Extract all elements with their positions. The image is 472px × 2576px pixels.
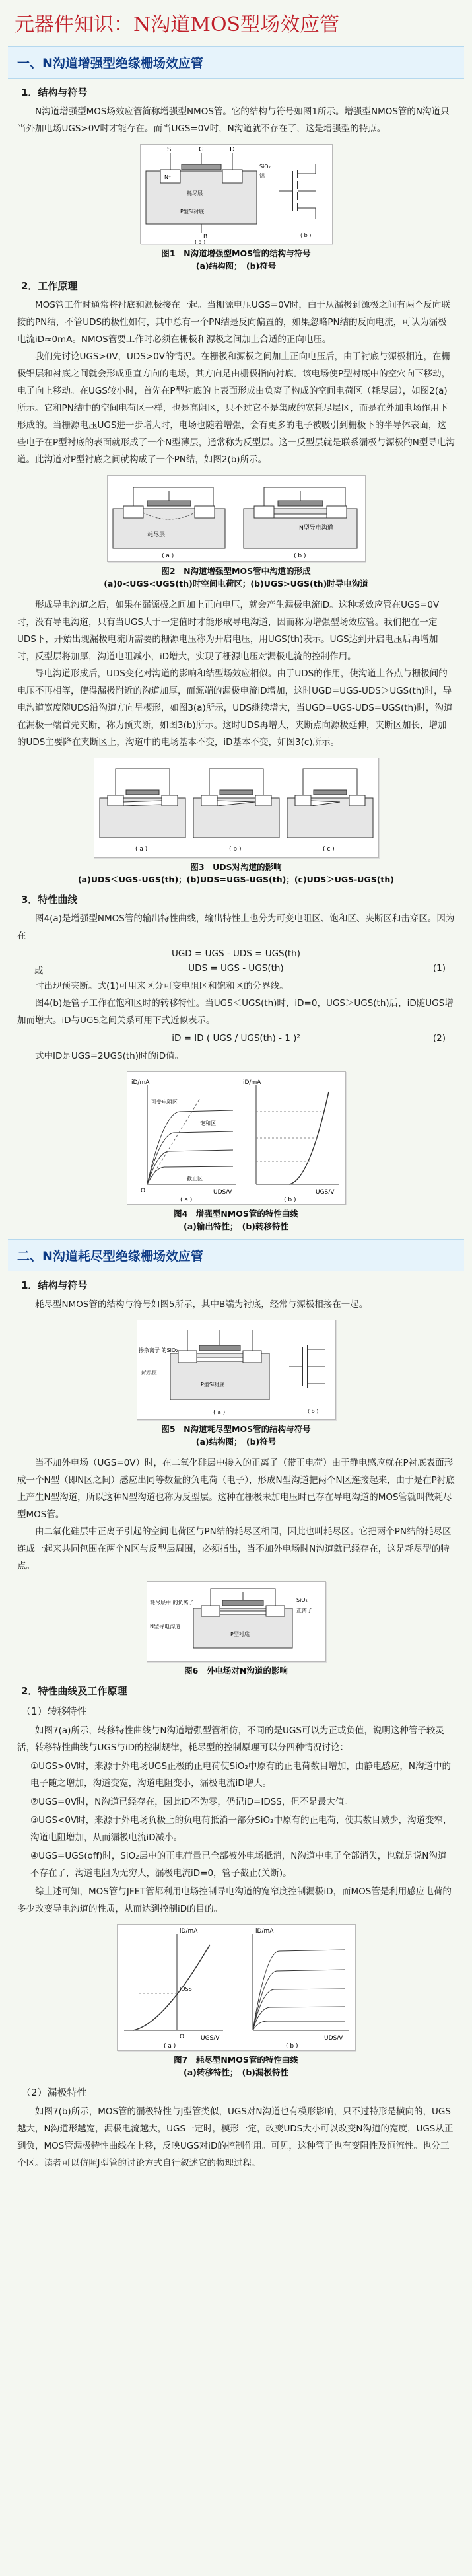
label-b: ( b ) <box>307 1408 318 1414</box>
figure-7 <box>117 1924 356 2051</box>
figure-6-caption: 图6 外电场对N沟道的影响 <box>184 1666 288 1676</box>
label-xa: UGS/V <box>200 2035 219 2042</box>
figure-5 <box>137 1320 336 1420</box>
figure-4-caption: 图4 增强型NMOS管的特性曲线 (a)输出特性； (b)转移特性 <box>174 1209 298 1231</box>
label-xb: UDS/V <box>323 2035 343 2042</box>
equation-2: iD = ID ( UGS / UGS(th) - 1 )² (2) <box>172 1033 446 1044</box>
label-channel: N型导电沟道 <box>149 1624 180 1629</box>
label-depletion: 耗尽层 <box>186 190 203 196</box>
paragraph: 图4(b)是管子工作在饱和区时的转移特性。当UGS＜UGS(th)时，iD=0，UGS＞UGS(th)后，iD随UGS增加而增大。iD与UGS之间关系可用下式近似表示。 <box>17 998 454 1026</box>
paragraph: 综上述可知，MOS管与JFET管都利用电场控制导电沟道的宽窄度控制漏极iD，而MOS管是利用感应电荷的多少改变导电沟道的性质，从而达到控制iD的目的。 <box>17 1886 452 1914</box>
figure-3-caption: 图3 UDS对沟道的影响 (a)UDS＜UGS-UGS(th)；(b)UDS=UGS-UGS(th)；(c)UDS＞UGS-UGS(th) <box>77 862 395 884</box>
bullet-4: ④UGS=UGS(off)时，SiO₂层中的正电荷量已全部被外电场抵消，N沟道中电子全部消失，也就是说N沟道不存在了，沟道电阻为无穷大，漏极电流iD=0，管子截止(关断)。 <box>30 1851 447 1878</box>
subheading-principle: 2．工作原理 <box>21 280 78 292</box>
figure-1 <box>140 144 333 244</box>
label-negative-ions: 耗尽层中 的负离子 <box>149 1600 194 1606</box>
paragraph: 时出现预夹断。式(1)可用来区分可变电阻区和饱和区的分界线。 <box>35 981 288 991</box>
label-np: N⁺ <box>164 174 171 180</box>
label-depletion: 耗尽层 <box>141 1370 157 1376</box>
equation-1: UGD = UGS - UDS = UGS(th) <box>171 948 301 959</box>
label-a: ( a ) <box>194 239 205 244</box>
label-zone1: 可变电阻区 <box>151 1099 178 1105</box>
paragraph: 形成导电沟道之后，如果在漏源极之间加上正向电压，就会产生漏极电流iD。这种场效应管在UGS=0V时，没有导电沟道，只有当UGS大于一定值时才能形成导电沟道，因而称为增强型场效应管。我们把在一定UDS下，开始出现漏极电流所需要的栅源电压称为开启电压，用UGS(th)表示。UGS达到开启电压后再增加时，反型层将加厚，沟道电阻减小，iD增大，实现了栅源电压对漏极电流的控制作用。 <box>17 600 440 662</box>
label-zone2: 饱和区 <box>199 1120 216 1126</box>
page-title: 元器件知识：N沟道MOS型场效应管 <box>15 13 340 36</box>
bullet-1: ①UGS>0V时，来源于外电场UGS正极的正电荷使SiO₂中原有的正电荷数目增加，由静电感应，N沟道中的电子随之增加，沟道变宽，沟道电阻变小，漏极电流iD增大。 <box>30 1761 452 1789</box>
label-b: ( b ) <box>293 553 306 559</box>
subheading-curves: 3．特性曲线 <box>21 894 78 906</box>
paragraph: 图4(a)是增强型NMOS管的输出特性曲线，输出特性上也分为可变电阻区、饱和区、夹断区和击穿区。因为在 <box>17 913 455 941</box>
label-origin: O <box>179 2034 184 2040</box>
paragraph: 式中ID是UGS=2UGS(th)时的iD值。 <box>35 1051 184 1061</box>
label-g: G <box>198 146 204 153</box>
label-ya: iD/mA <box>179 1928 197 1935</box>
label-xb: UGS/V <box>315 1189 334 1196</box>
label-a: ( a ) <box>135 846 147 853</box>
figure-3 <box>94 758 379 858</box>
section-heading-enhancement: 一、N沟道增强型绝缘栅场效应管 <box>8 46 464 79</box>
paragraph: 如图7(b)所示，MOS管的漏极特性与J型管类似，UGS对N沟道也有模形影响，只不过特形是横向的，UGS越大，N沟道形越宽，漏极电流越大，UGS一定时，模形一定，改变UDS大小可以改变N沟道的宽度，UGS从正到负，MOS管漏极特性曲线在上移，反映UGS对iD的控制作用。可见，这种管子也有变阻性及恒流性。也分三个区。读者可以仿照J型管的讨论方式自行叙述它的物理过程。 <box>17 2106 454 2168</box>
label-al: 铝 <box>259 173 265 179</box>
label-sio2: SiO₂ <box>259 164 271 170</box>
label-a: ( a ) <box>163 2043 176 2050</box>
label-b: B <box>203 234 207 240</box>
label-origin: O <box>140 1188 145 1194</box>
label-substrate: P型Si衬底 <box>180 209 204 215</box>
label-a: ( a ) <box>180 1197 192 1203</box>
paragraph: MOS管工作时通常将衬底和源极接在一起。当栅源电压UGS=0V时，由于从漏极到源极之间有两个反向联接的PN结，不管UDS的极性如何，其中总有一个PN结是反向偏置的，如果忽略PN结的反向电流，可认为漏极电流iD≈0mA。NMOS管要工作时必须在栅极和源极之间加上合适的正向电压。 <box>17 300 450 345</box>
section-heading-depletion: 二、N沟道耗尽型绝缘栅场效应管 <box>8 1239 464 1271</box>
label-xa: UDS/V <box>213 1189 232 1196</box>
subheading-structure: 1．结构与符号 <box>21 87 88 98</box>
figure-2 <box>107 475 366 562</box>
label-substrate: P型Si衬底 <box>200 1382 224 1388</box>
equation-1b: 或 UDS = UGS - UGS(th) (1) <box>34 963 446 976</box>
label-substrate: P型衬底 <box>230 1631 250 1637</box>
figure-7-caption: 图7 耗尽型NMOS管的特性曲线 (a)转移特性； (b)漏极特性 <box>174 2055 298 2077</box>
subheading-structure-2: 1．结构与符号 <box>21 1279 88 1291</box>
label-d: D <box>229 146 235 153</box>
label-ya: iD/mA <box>131 1079 149 1086</box>
figure-2-caption: 图2 N沟道增强型MOS管中沟道的形成 (a)0<UGS<UGS(th)时空间电荷区；(b)UGS>UGS(th)时导电沟道 <box>104 566 368 589</box>
label-a: ( a ) <box>213 1410 225 1416</box>
subheading-transfer: （1）转移特性 <box>21 1705 87 1717</box>
label-doped: 掺杂离子 的SiO₂ <box>138 1347 178 1353</box>
bullet-3: ③UGS<0V时，来源于外电场负极上的负电荷抵消一部分SiO₂中原有的正电荷，使其数目减少，沟道变窄，沟道电阻增加，从而漏极电流iD减小。 <box>30 1815 452 1843</box>
figure-1-caption: 图1 N沟道增强型MOS管的结构与符号 (a)结构图； (b)符号 <box>161 248 311 271</box>
label-yb: iD/mA <box>255 1928 273 1935</box>
subheading-curves-2: 2．特性曲线及工作原理 <box>21 1685 127 1697</box>
label-b: ( b ) <box>228 846 241 853</box>
label-yb: iD/mA <box>242 1079 261 1086</box>
label-s: S <box>166 146 171 153</box>
paragraph: 如图7(a)所示，转移特性曲线与N沟道增强型管相仿，不同的是UGS可以为正或负值，说明这种管子较灵活，转移特性曲线与UGS与iD的控制规律，耗尽型的控制原理可以分四种情况讨论： <box>17 1725 444 1753</box>
label-channel: N型导电沟道 <box>298 525 333 532</box>
label-sio2: SiO₂ <box>296 1597 308 1603</box>
label-c: ( c ) <box>322 846 335 853</box>
label-a: ( a ) <box>161 553 174 559</box>
paragraph: 我们先讨论UGS>0V，UDS>0V的情况。在栅极和源极之间加上正向电压后，由于衬底与源极相连，在栅极铝层和衬底之间就会形成垂直方向的电场，其方向是由栅极指向衬底。该电场使P型衬底中的空穴向下移动，电子向上移动。在UGS较小时，首先在P型衬底的上表面形成由负离子构成的空间电荷区（耗尽层），如图2(a)所示。它和PN结中的空间电荷区一样，也是高阻区，只不过它不是集成的宽耗尽层区，而是在外加电场作用下形成的。当栅源电压UGS进一步增大时，电场也随着增强，会有更多的电子被吸引到栅极下的半导体表面，这些电子在P型衬底的表面就形成了一个N型薄层，通常称为反型层。这一反型层就是联系漏极与源极的N型导电沟道。此沟道对P型衬底之间就构成了一个PN结，如图2(b)所示。 <box>17 351 455 465</box>
paragraph: 由二氧化硅层中正离子引起的空间电荷区与PN结的耗尽区相同，因此也叫耗尽区。它把两个PN结的耗尽区连成一起来共同包围在两个N区与反型层周围，必须指出，当不加外电场时N沟道就已经存在，这是耗尽型的特点。 <box>17 1526 452 1571</box>
label-depletion: 耗尽层 <box>147 532 165 538</box>
paragraph: N沟道增强型MOS场效应管简称增强型NMOS管。它的结构与符号如图1所示。增强型NMOS管的N沟道只当外加电场UGS>0V时才能存在。而当UGS=0V时，N沟道就不存在了，这是增强型的特点。 <box>17 106 450 134</box>
figure-4 <box>127 1071 346 1205</box>
label-b-sym: ( b ) <box>300 233 311 238</box>
paragraph: 导电沟道形成后，UDS变化对沟道的影响和结型场效应相似。由于UDS的作用，使沟道上各点与栅极间的电压不再相等，使得漏极附近的沟道加厚，而源端的漏极电流iD增加，这时UGD=UGS-UDS＞UGS(th)时，导电沟道宽度随UDS沿沟道方向呈楔形，如图3(a)所示，UDS继续增大，当UGD=UGS-UDS=UGS(th)时，沟道在漏极一端首先夹断，称为预夹断，如图3(b)所示。这时UDS再增大，夹断点向源极延伸，夹断区加长，增加的UDS主要降在夹断区上，沟道中的电场基本不变，iD基本不变，如图3(c)所示。 <box>17 668 453 748</box>
paragraph: 当不加外电场（UGS=0V）时，在二氧化硅层中掺入的正离子（带正电荷）由于静电感应就在P衬底表面形成一个N型（即N区之间）感应出同等数量的负电荷（电子），形成N型沟道把两个N区连接起来，由于是在P衬底上产生N型沟道，所以这种N型沟道也称为反型层。这种在栅极未加电压时已存在导电沟道的MOS管就叫做耗尽型MOS管。 <box>17 1458 455 1520</box>
label-zone3: 截止区 <box>186 1176 203 1182</box>
subheading-drain: （2）漏极特性 <box>21 2087 87 2098</box>
bullet-2: ②UGS=0V时，N沟道已经存在，因此iD不为零，仍记iD=IDSS，但不是最大值。 <box>30 1797 353 1807</box>
paragraph: 耗尽型NMOS管的结构与符号如图5所示，其中B端为衬底，经常与源极相接在一起。 <box>35 1299 368 1310</box>
label-positive-ions: 正离子 <box>296 1608 312 1614</box>
label-idss: IDSS <box>179 1986 192 1992</box>
figure-6 <box>147 1581 326 1662</box>
figure-5-caption: 图5 N沟道耗尽型MOS管的结构与符号 (a)结构图； (b)符号 <box>161 1424 311 1447</box>
label-b: ( b ) <box>285 2043 298 2050</box>
label-b: ( b ) <box>283 1197 296 1203</box>
